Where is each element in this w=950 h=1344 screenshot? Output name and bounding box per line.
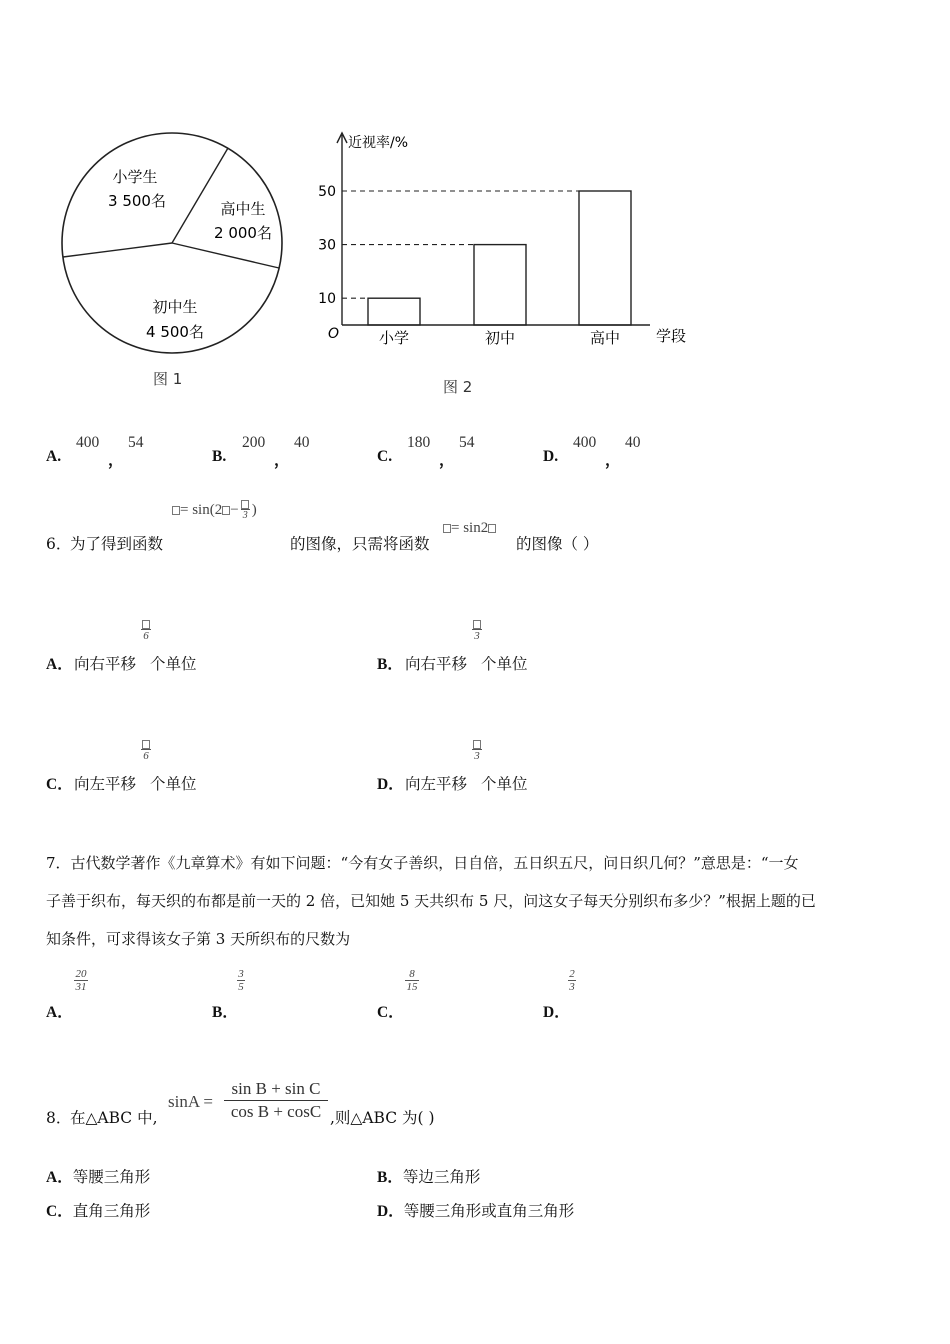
figure-2-caption: 图 2 [443,378,473,396]
shift-fraction [472,620,482,642]
question-text: ,则△ABC 为( ) [330,1109,435,1127]
y-tick-label: 30 [318,237,336,254]
option-separator: ， [605,452,621,469]
bar-chart [320,125,700,355]
fraction-denominator: cos B + cosC [230,1102,322,1121]
formula-part: = sin2 [451,520,489,536]
option-label: C. [377,448,393,465]
question-text: 的图像（ ） [516,535,599,553]
pie-label-high: 高中生 [220,200,266,218]
figure-1-pie [55,130,295,394]
y-axis-label: 近视率/% [348,135,409,151]
option-label: A. [46,448,62,465]
fraction-denominator: 3 [474,630,480,642]
q6-option-b[interactable] [377,620,677,680]
question-text: 为了得到函数 [70,535,164,553]
bar-高中 [579,191,631,325]
pie-chart [55,130,295,390]
fraction-denominator: 3 [474,750,480,762]
option-label: D． [543,1004,570,1021]
question-text-line: 7．古代数学著作《九章算术》有如下问题：“今有女子善织，日自倍，五日织五尺，问日织几何？”意思是：“一女 [46,854,799,872]
placeholder-glyph [488,524,496,533]
option-label: B. [212,448,227,465]
formula-part: = sin(2 [180,502,223,518]
option-text-pre: 向右平移 [74,655,137,673]
question-text: 的图像，只需将函数 [290,535,430,553]
fraction-denominator: 3 [242,510,248,521]
q7-option-c[interactable] [377,968,527,1021]
formula-lhs: sinA = [168,1092,214,1111]
option-value-2: 40 [625,434,641,451]
option-text-post: 个单位 [150,655,197,673]
option-fraction [74,968,88,993]
pie-slice-boundary [63,243,172,257]
q6-option-a[interactable] [46,620,346,680]
option-text: 直角三角形 [72,1202,151,1220]
pie-slice-boundary [172,243,279,268]
option-value-1: 200 [242,434,266,451]
fraction-denominator: 3 [569,981,575,993]
q8-option-d[interactable] [377,1199,574,1221]
target-function-formula [172,500,257,521]
option-value-1: 180 [407,434,431,451]
placeholder-glyph [172,506,180,515]
fraction-denominator: 31 [75,981,87,993]
fraction-numerator: 20 [75,968,87,980]
origin-label: O [328,326,340,342]
q7-option-b[interactable] [212,968,362,1021]
formula-fraction [241,500,250,521]
option-label: C． [46,776,73,793]
x-axis-label: 学段 [656,327,687,345]
option-label: A． [46,1004,73,1021]
fraction-denominator: 6 [143,630,149,642]
option-label: C． [377,1004,404,1021]
option-label: B． [377,656,403,673]
question-text-line: 子善于织布，每天织的布都是前一天的 2 倍，已知她 5 天共织布 5 尺，问这女子每天分别织布多少？”根据上题的已 [46,892,816,910]
fraction-numerator: sin B + sin C [231,1079,321,1098]
option-text-pre: 向左平移 [74,775,137,793]
formula-part: ) [251,502,257,518]
option-text-pre: 向右平移 [405,655,468,673]
option-value-2: 40 [294,434,310,451]
q7-option-a[interactable] [46,968,196,1021]
placeholder-glyph [241,500,249,509]
q6-option-c[interactable] [46,740,346,800]
option-text-post: 个单位 [150,775,197,793]
option-label: B． [377,1169,403,1186]
option-value-1: 400 [573,434,597,451]
option-label: B． [212,1004,238,1021]
option-text: 等腰三角形或直角三角形 [403,1202,575,1220]
shift-fraction [141,740,151,762]
figure-2-bar [320,125,700,359]
pie-count-middle: 4 500名 [146,323,204,341]
fraction-numerator: 8 [409,968,415,980]
question-text-line: 知条件，可求得该女子第 3 天所织布的尺数为 [46,930,351,948]
formula-fraction [224,1078,328,1123]
option-label: A． [46,1169,73,1186]
fraction-denominator: 15 [406,981,418,993]
fraction-numerator: 2 [569,968,575,980]
placeholder-glyph [443,524,451,533]
option-text-post: 个单位 [481,775,528,793]
shift-fraction [472,740,482,762]
pie-count-primary: 3 500名 [108,192,166,210]
option-label: A． [46,656,73,673]
option-text-pre: 向左平移 [405,775,468,793]
option-label: C． [46,1203,73,1220]
shift-fraction [141,620,151,642]
option-value-1: 400 [76,434,100,451]
pie-label-middle: 初中生 [152,298,198,316]
option-separator: ， [108,452,124,469]
placeholder-glyph [222,506,230,515]
x-category-label: 初中 [484,329,516,347]
option-label: D. [543,448,559,465]
option-separator: ， [439,452,455,469]
y-tick-label: 50 [318,184,336,200]
option-value-2: 54 [128,434,144,451]
fraction-numerator: 3 [238,968,244,980]
question-number: 8． [46,1109,72,1127]
option-label: D． [377,776,404,793]
q8-option-a[interactable] [46,1165,150,1187]
question-number: 6． [46,535,72,553]
pie-count-high: 2 000名 [214,224,272,242]
bar-初中 [474,245,526,325]
q8-option-b[interactable] [377,1165,480,1187]
formula-part: − [230,502,239,518]
x-category-label: 小学 [378,329,410,347]
pie-label-primary: 小学生 [112,168,158,186]
question-text: 在△ABC 中, [70,1109,158,1127]
bar-小学 [368,298,420,325]
q7-option-d[interactable] [543,968,693,1021]
option-text: 等腰三角形 [72,1168,151,1186]
option-label: D． [377,1203,404,1220]
y-tick-label: 10 [318,291,336,308]
option-fraction [405,968,419,993]
source-function-formula [443,520,496,537]
option-fraction [568,968,576,993]
option-value-2: 54 [459,434,475,451]
fraction-denominator: 5 [238,981,244,993]
option-text: 等边三角形 [402,1168,481,1186]
option-fraction [237,968,245,993]
option-text-post: 个单位 [481,655,528,673]
q8-option-c[interactable] [46,1199,150,1221]
fraction-denominator: 6 [143,750,149,762]
figure-1-caption: 图 1 [153,370,183,388]
option-separator: ， [274,452,290,469]
x-category-label: 高中 [589,329,621,347]
q6-option-d[interactable] [377,740,677,800]
